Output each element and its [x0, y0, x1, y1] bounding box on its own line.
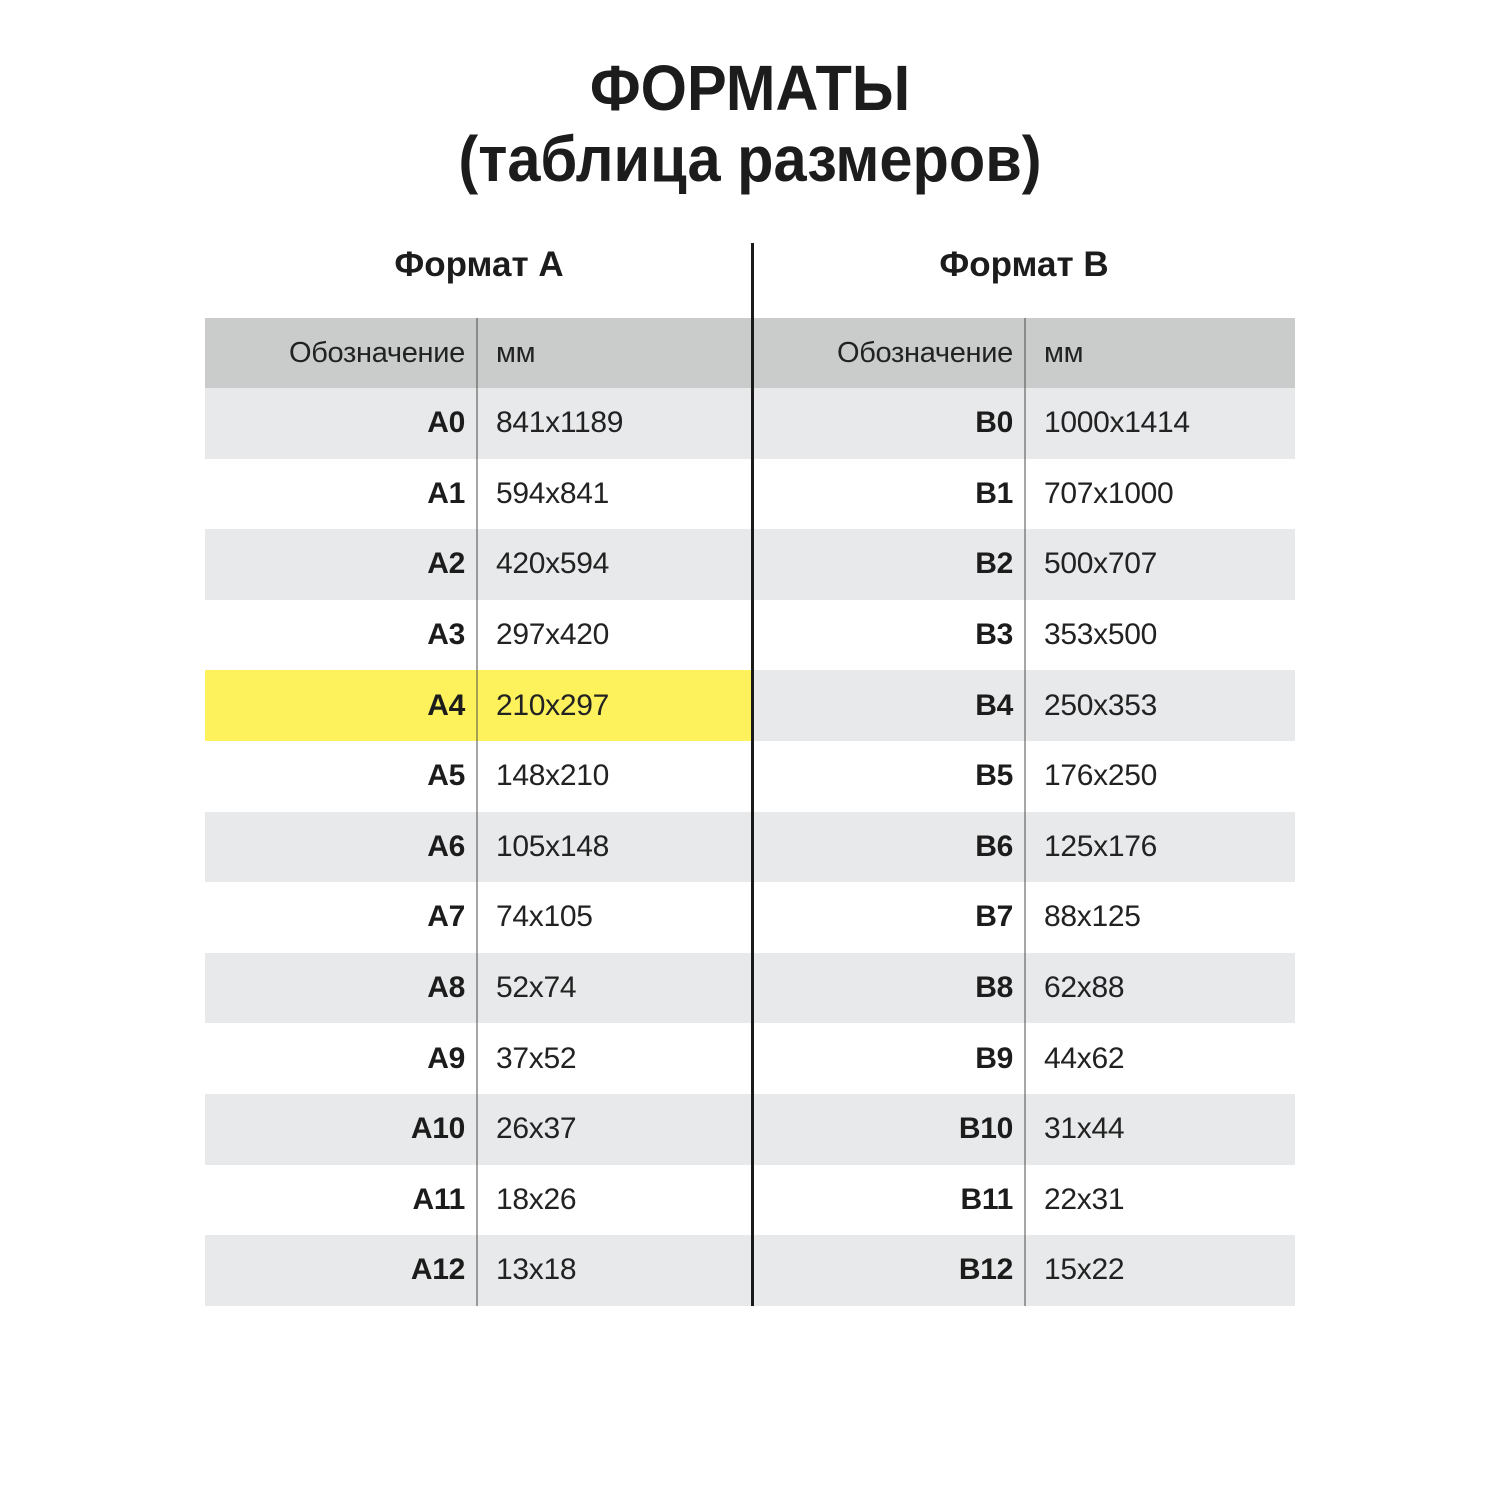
format-a-size-mm: 148x210 — [496, 759, 610, 793]
format-b-designation: B4 — [975, 688, 1013, 722]
table-header-row — [205, 318, 1295, 388]
format-b-designation: B5 — [975, 759, 1013, 793]
format-b-header: Формат B — [939, 245, 1109, 284]
table-row — [205, 953, 1295, 1024]
table-row — [205, 388, 1295, 459]
format-b-designation: B0 — [975, 406, 1013, 440]
format-b-designation: B12 — [958, 1253, 1013, 1287]
format-b-size-mm: 88x125 — [1044, 900, 1141, 934]
format-b-designation: B3 — [975, 618, 1013, 652]
format-b-designation: B6 — [975, 829, 1013, 863]
format-a-header: Формат А — [394, 245, 564, 284]
format-a-designation: A5 — [427, 759, 465, 793]
format-a-designation: A6 — [427, 829, 465, 863]
section-headers — [205, 240, 1295, 290]
format-b-designation: B11 — [960, 1182, 1013, 1216]
format-a-size-mm: 297x420 — [496, 618, 610, 652]
table-row-highlighted-a4 — [205, 670, 1295, 741]
designation-column-header-b: Обозначение — [836, 336, 1013, 369]
format-a-size-mm: 18x26 — [496, 1182, 577, 1216]
size-table — [205, 318, 1295, 1306]
format-a-designation: A4 — [205, 670, 477, 741]
format-b-size-mm: 250x353 — [1044, 688, 1158, 722]
table-row — [205, 529, 1295, 600]
mm-column-header-a: мм — [496, 336, 536, 369]
table-row — [205, 1165, 1295, 1236]
column-divider-line-a — [476, 318, 478, 1306]
title-line-1: ФОРМАТЫ — [589, 52, 911, 124]
table-row — [205, 1023, 1295, 1094]
format-b-size-mm: 353x500 — [1044, 618, 1158, 652]
designation-column-header-a: Обозначение — [288, 336, 465, 369]
mm-column-header-b: мм — [1044, 336, 1084, 369]
format-b-size-mm: 15x22 — [1044, 1253, 1125, 1287]
format-a-size-mm: 420x594 — [496, 547, 610, 581]
format-b-size-mm: 176x250 — [1044, 759, 1158, 793]
format-b-designation: B10 — [958, 1112, 1013, 1146]
format-a-size-mm: 26x37 — [496, 1112, 577, 1146]
format-a-designation: A8 — [427, 971, 465, 1005]
format-a-designation: A7 — [427, 900, 465, 934]
format-a-size-mm: 594x841 — [496, 476, 610, 510]
format-a-size-mm: 105x148 — [496, 829, 610, 863]
table-row — [205, 600, 1295, 671]
format-a-designation: A1 — [427, 476, 465, 510]
center-divider-line — [751, 243, 754, 1306]
format-b-size-mm: 1000x1414 — [1044, 406, 1190, 440]
format-a-designation: A9 — [427, 1041, 465, 1075]
format-a-designation: A12 — [410, 1253, 465, 1287]
table-row — [205, 812, 1295, 883]
format-a-designation: A3 — [427, 618, 465, 652]
format-a-size-mm: 52x74 — [496, 971, 577, 1005]
format-b-size-mm: 125x176 — [1044, 829, 1158, 863]
column-divider-line-b — [1024, 318, 1026, 1306]
format-b-designation: B7 — [975, 900, 1013, 934]
format-b-size-mm: 22x31 — [1044, 1182, 1125, 1216]
format-b-designation: B9 — [975, 1041, 1013, 1075]
format-b-size-mm: 44x62 — [1044, 1041, 1125, 1075]
format-a-designation: A0 — [427, 406, 465, 440]
format-a-size-mm: 210x297 — [477, 670, 753, 741]
page-title — [53, 53, 1448, 195]
format-a-size-mm: 74x105 — [496, 900, 593, 934]
format-a-size-mm: 13x18 — [496, 1253, 577, 1287]
format-a-designation: A11 — [412, 1182, 465, 1216]
table-row — [205, 1094, 1295, 1165]
format-a-size-mm: 841x1189 — [496, 406, 624, 440]
table-row — [205, 741, 1295, 812]
format-b-size-mm: 62x88 — [1044, 971, 1125, 1005]
format-b-designation: B1 — [975, 476, 1013, 510]
title-line-2: (таблица размеров) — [458, 123, 1042, 195]
format-a-size-mm: 37x52 — [496, 1041, 577, 1075]
format-a-designation: A2 — [427, 547, 465, 581]
format-b-size-mm: 707x1000 — [1044, 476, 1174, 510]
table-row — [205, 882, 1295, 953]
format-b-size-mm: 500x707 — [1044, 547, 1158, 581]
format-a-designation: A10 — [410, 1112, 465, 1146]
format-b-designation: B2 — [975, 547, 1013, 581]
format-b-designation: B8 — [975, 971, 1013, 1005]
table-row — [205, 459, 1295, 530]
format-b-size-mm: 31x44 — [1044, 1112, 1125, 1146]
table-row — [205, 1235, 1295, 1306]
